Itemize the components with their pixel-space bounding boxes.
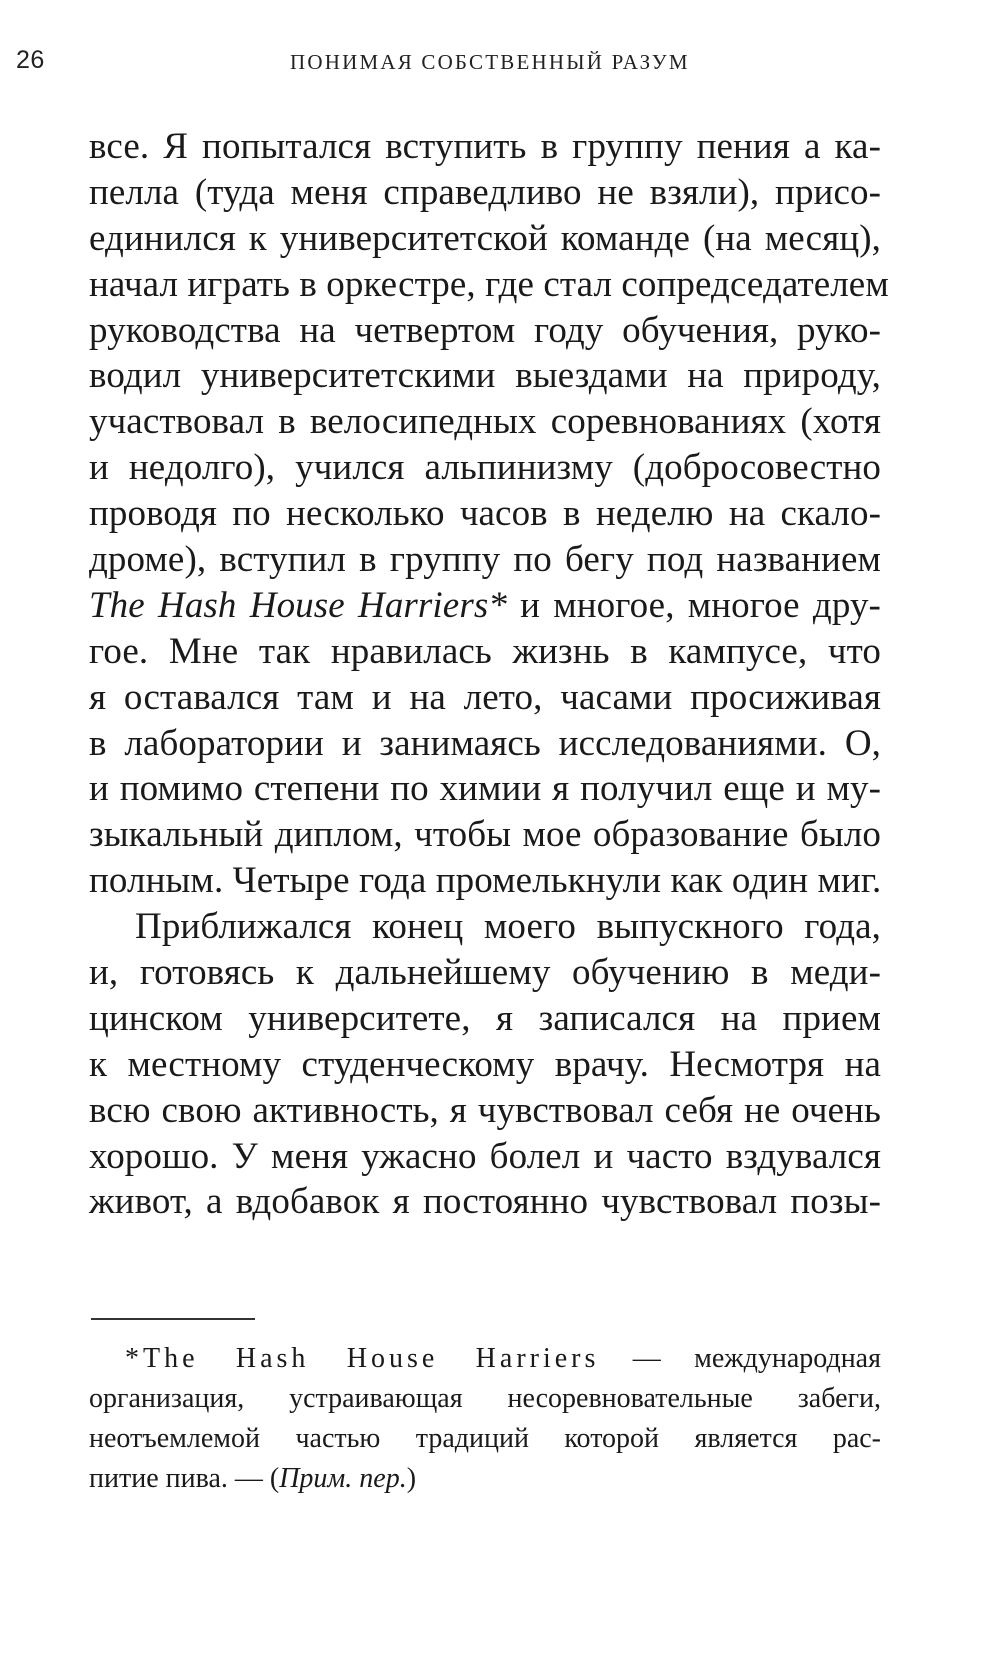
text-line: участвовал в велосипедных соревнованиях (хотя [89,401,881,443]
paragraph-last-line: полным. Четыре года промелькнули как один миг. [89,860,882,902]
footnote-divider [91,1318,255,1320]
footnote-marker-name: *The Hash House Harriers [125,1343,600,1374]
text-line: начал играть в оркестре, где стал сопредседателем [89,263,889,305]
text-line: гое. Мне так нравилась жизнь в кампусе, что [89,630,881,672]
text-line: я оставался там и на лето, часами просиживая [89,676,881,718]
running-head: ПОНИМАЯ СОБСТВЕННЫЙ РАЗУМ [290,50,690,74]
footnote-last-line [89,1459,881,1499]
text-line: руководства на четвертом году обучения, руко- [89,309,881,351]
footnote-line: организация, устраивающая несоревновательные забеги, [89,1383,881,1414]
footnote-line [89,1339,881,1379]
footnote-fragment: питие пива. — ( [89,1463,280,1494]
footnote [89,1339,881,1499]
text-line: цинском университете, я записался на прием [89,997,881,1039]
text-line: и недолго), учился альпинизму (добросовестно [89,447,881,489]
footnote-fragment: — международная [599,1343,881,1374]
text-line: и помимо степени по химии я получил еще и му- [89,768,881,810]
italic-name: The Hash House Harriers* [89,584,507,626]
text-line: всю свою активность, я чувствовал себя не очень [89,1089,881,1131]
text-line: дроме), вступил в группу по бегу под названием [89,539,881,581]
text-line: проводя по несколько часов в неделю на скало- [89,493,881,535]
text-line: зыкальный диплом, чтобы мое образование было [89,814,881,856]
footnote-line: неотъемлемой частью традиций которой является рас- [89,1423,881,1454]
main-text [89,124,889,1225]
footnote-fragment: ) [406,1463,417,1494]
text-line: единился к университетской команде (на месяц), [89,217,881,259]
text-line-with-italic [89,583,881,629]
translator-note: Прим. пер. [279,1463,407,1494]
text-line: к местному студенческому врачу. Несмотря на [89,1043,881,1085]
text-line: все. Я попытался вступить в группу пения а ка- [89,126,881,167]
page-number: 26 [16,46,45,74]
text-fragment: и многое, многое дру- [506,584,881,626]
text-line: пелла (туда меня справедливо не взяли), присо- [89,171,881,213]
text-line: в лаборатории и занимаясь исследованиями. О, [89,722,881,764]
text-line: хорошо. У меня ужасно болел и часто вздувался [89,1135,881,1177]
text-line: живот, а вдобавок я постоянно чувствовал позы- [89,1181,881,1223]
text-line: водил университетскими выездами на природу, [89,355,881,397]
paragraph-first-line: Приближался конец моего выпускного года, [135,906,881,948]
text-line: и, готовясь к дальнейшему обучению в меди- [89,952,881,994]
